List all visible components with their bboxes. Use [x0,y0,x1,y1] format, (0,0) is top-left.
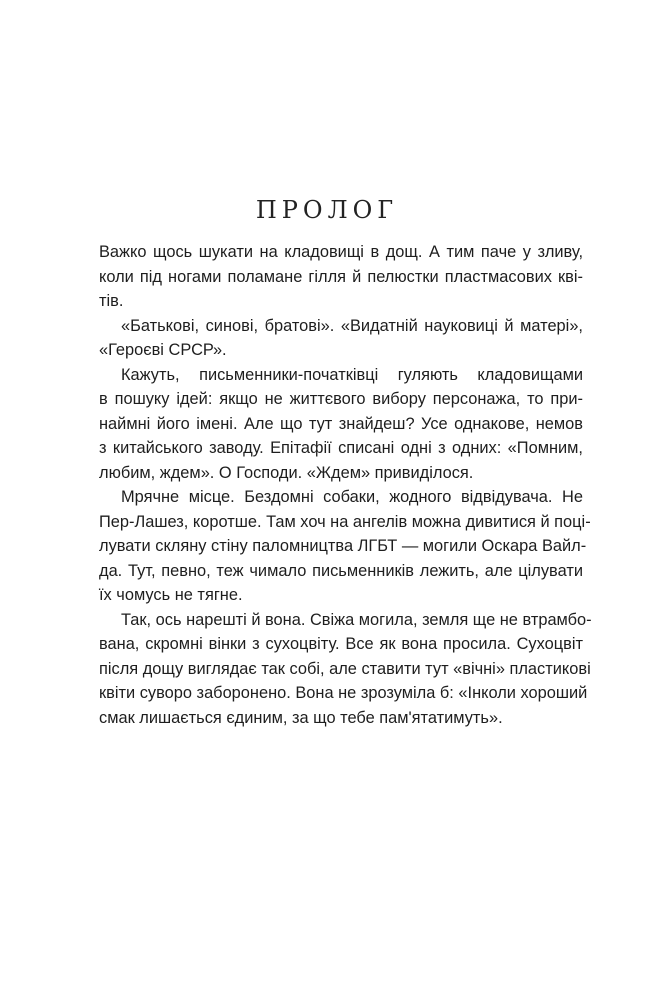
paragraph [99,314,583,363]
text-line: в пошуку ідей: якщо не життєвого вибору персонажа, то при- [99,390,583,408]
text-line: з китайського заводу. Епітафії списані одні з одних: «Помним, [99,439,583,457]
text-line: смак лишається єдиним, за що тебе пам'ятатимуть». [99,708,503,727]
text-line: вана, скромні вінки з сухоцвіту. Все як вона просила. Сухоцвіт [99,635,583,653]
text-line: «Батькові, синові, братові». «Видатній науковиці й матері», [121,316,583,335]
text-line: «Героєві СРСР». [99,341,227,359]
text-line: квіти суворо заборонено. Вона не зрозуміла б: «Інколи хороший [99,684,588,702]
text-line: Пер-Лашез, коротше. Там хоч на ангелів можна дивитися й поці- [99,512,591,531]
text-line: після дощу виглядає так собі, але ставити тут «вічні» пластикові [99,659,591,678]
chapter-body [99,240,592,730]
paragraph [99,363,583,486]
text-line: наймні його імені. Але що тут знайдеш? Усе однакове, немов [99,414,583,433]
chapter-title: ПРОЛОГ [255,196,399,224]
text-line: лувати скляну стіну паломництва ЛГБТ — могили Оскара Вайл- [99,537,587,555]
text-line: коли під ногами поламане гілля й пелюстки пластмасових кві- [99,267,583,286]
text-line: Мрячне місце. Бездомні собаки, жодного відвідувача. Не [121,488,583,506]
paragraph [99,608,592,731]
text-line: їх чомусь не тягне. [99,586,243,604]
text-line: Важко щось шукати на кладовищі в дощ. А тим паче у зливу, [99,243,583,261]
text-line: да. Тут, певно, теж чимало письменників лежить, але цілувати [99,561,583,580]
text-line: Так, ось нарешті й вона. Свіжа могила, земля ще не втрамбо- [121,610,592,629]
text-line: Кажуть, письменники-початківці гуляють кладовищами [121,365,583,384]
paragraph [99,485,591,608]
paragraph [99,240,583,314]
text-line: любим, ждем». О Господи. «Ждем» привиділося. [99,463,474,482]
text-line: тів. [99,292,124,310]
